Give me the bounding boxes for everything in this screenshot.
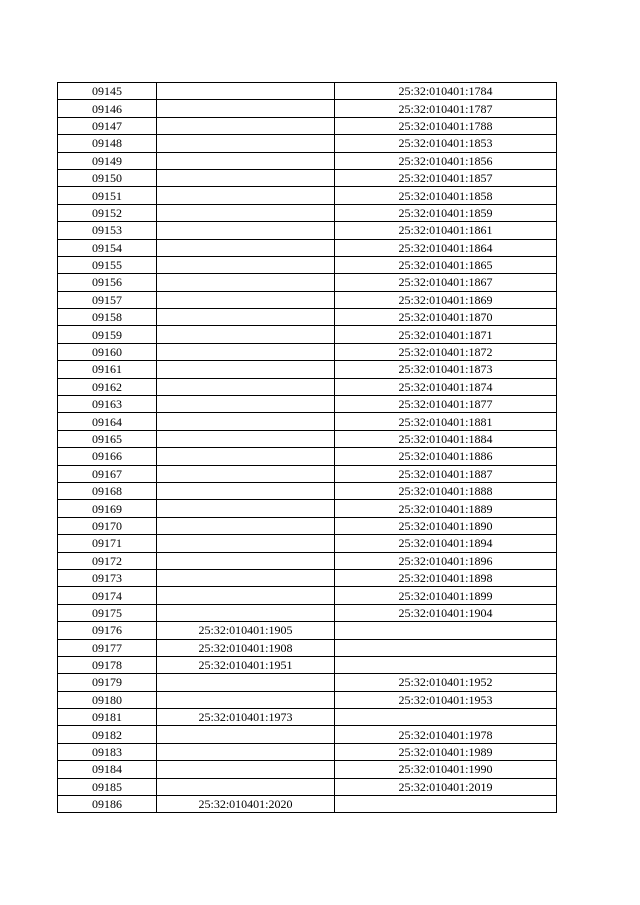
table-row — [58, 726, 557, 743]
row-number-cell: 09162 — [58, 378, 157, 395]
row-number-cell: 09147 — [58, 117, 157, 134]
cadastral-number-cell-a — [157, 500, 335, 517]
table-row — [58, 430, 557, 447]
cadastral-number-cell-b: 25:32:010401:1952 — [335, 674, 557, 691]
table-row — [58, 500, 557, 517]
cadastral-number-cell-b: 25:32:010401:1861 — [335, 222, 557, 239]
table-row — [58, 587, 557, 604]
row-number-cell: 09166 — [58, 448, 157, 465]
table-row — [58, 291, 557, 308]
row-number-cell: 09146 — [58, 100, 157, 117]
cadastral-number-cell-a — [157, 761, 335, 778]
table-row — [58, 465, 557, 482]
cadastral-number-cell-a — [157, 465, 335, 482]
cadastral-number-cell-b — [335, 709, 557, 726]
cadastral-number-cell-b: 25:32:010401:1864 — [335, 239, 557, 256]
table-row — [58, 222, 557, 239]
row-number-cell: 09157 — [58, 291, 157, 308]
row-number-cell: 09151 — [58, 187, 157, 204]
cadastral-number-cell-b: 25:32:010401:1989 — [335, 743, 557, 760]
row-number-cell: 09155 — [58, 256, 157, 273]
table-row — [58, 448, 557, 465]
cadastral-number-cell-a: 25:32:010401:2020 — [157, 796, 335, 813]
row-number-cell: 09181 — [58, 709, 157, 726]
cadastral-number-cell-b: 25:32:010401:1873 — [335, 361, 557, 378]
cadastral-number-cell-a — [157, 361, 335, 378]
cadastral-number-cell-b: 25:32:010401:1953 — [335, 691, 557, 708]
row-number-cell: 09183 — [58, 743, 157, 760]
cadastral-number-cell-a — [157, 743, 335, 760]
table-row — [58, 761, 557, 778]
cadastral-number-cell-b: 25:32:010401:1872 — [335, 343, 557, 360]
cadastral-number-cell-b: 25:32:010401:1899 — [335, 587, 557, 604]
table-row — [58, 239, 557, 256]
row-number-cell: 09154 — [58, 239, 157, 256]
cadastral-number-cell-a — [157, 569, 335, 586]
row-number-cell: 09156 — [58, 274, 157, 291]
table-row — [58, 413, 557, 430]
cadastral-number-cell-b: 25:32:010401:1867 — [335, 274, 557, 291]
cadastral-number-cell-a: 25:32:010401:1951 — [157, 656, 335, 673]
table-row — [58, 378, 557, 395]
row-number-cell: 09186 — [58, 796, 157, 813]
cadastral-number-cell-b — [335, 639, 557, 656]
cadastral-number-cell-b: 25:32:010401:1889 — [335, 500, 557, 517]
table-row — [58, 152, 557, 169]
cadastral-number-cell-a — [157, 343, 335, 360]
row-number-cell: 09175 — [58, 604, 157, 621]
table-row — [58, 778, 557, 795]
cadastral-number-cell-a — [157, 378, 335, 395]
row-number-cell: 09176 — [58, 622, 157, 639]
cadastral-number-cell-a — [157, 448, 335, 465]
row-number-cell: 09148 — [58, 135, 157, 152]
row-number-cell: 09149 — [58, 152, 157, 169]
row-number-cell: 09177 — [58, 639, 157, 656]
cadastral-number-cell-b: 25:32:010401:1886 — [335, 448, 557, 465]
cadastral-number-cell-b: 25:32:010401:1874 — [335, 378, 557, 395]
cadastral-number-cell-a — [157, 152, 335, 169]
row-number-cell: 09174 — [58, 587, 157, 604]
row-number-cell: 09160 — [58, 343, 157, 360]
cadastral-number-cell-a — [157, 169, 335, 186]
row-number-cell: 09179 — [58, 674, 157, 691]
table-row — [58, 709, 557, 726]
table-row — [58, 117, 557, 134]
table-row — [58, 482, 557, 499]
table-row — [58, 691, 557, 708]
cadastral-number-cell-b: 25:32:010401:1784 — [335, 83, 557, 100]
table-row — [58, 743, 557, 760]
cadastral-number-cell-b: 25:32:010401:1898 — [335, 569, 557, 586]
row-number-cell: 09150 — [58, 169, 157, 186]
table-row — [58, 361, 557, 378]
table-row — [58, 204, 557, 221]
row-number-cell: 09169 — [58, 500, 157, 517]
cadastral-number-cell-b: 25:32:010401:1857 — [335, 169, 557, 186]
cadastral-number-cell-b: 25:32:010401:1884 — [335, 430, 557, 447]
cadastral-number-cell-a — [157, 587, 335, 604]
table-row — [58, 552, 557, 569]
cadastral-number-cell-b: 25:32:010401:1870 — [335, 309, 557, 326]
cadastral-number-cell-b: 25:32:010401:1859 — [335, 204, 557, 221]
cadastral-number-cell-a — [157, 517, 335, 534]
cadastral-number-cell-b: 25:32:010401:1865 — [335, 256, 557, 273]
table-row — [58, 396, 557, 413]
cadastral-number-cell-a — [157, 239, 335, 256]
row-number-cell: 09171 — [58, 535, 157, 552]
row-number-cell: 09167 — [58, 465, 157, 482]
cadastral-number-cell-b: 25:32:010401:1888 — [335, 482, 557, 499]
cadastral-number-cell-a — [157, 222, 335, 239]
registry-table — [57, 82, 557, 813]
cadastral-number-cell-b: 25:32:010401:1853 — [335, 135, 557, 152]
table-row — [58, 639, 557, 656]
cadastral-number-cell-a — [157, 100, 335, 117]
row-number-cell: 09184 — [58, 761, 157, 778]
cadastral-number-cell-a — [157, 482, 335, 499]
cadastral-number-cell-b: 25:32:010401:1890 — [335, 517, 557, 534]
cadastral-number-cell-a: 25:32:010401:1908 — [157, 639, 335, 656]
cadastral-number-cell-b: 25:32:010401:1896 — [335, 552, 557, 569]
table-row — [58, 343, 557, 360]
cadastral-number-cell-a — [157, 291, 335, 308]
cadastral-number-cell-a — [157, 309, 335, 326]
table-row — [58, 569, 557, 586]
table-row — [58, 83, 557, 100]
cadastral-number-cell-b: 25:32:010401:1881 — [335, 413, 557, 430]
cadastral-number-cell-a — [157, 778, 335, 795]
cadastral-number-cell-a — [157, 274, 335, 291]
table-row — [58, 135, 557, 152]
table-row — [58, 796, 557, 813]
row-number-cell: 09165 — [58, 430, 157, 447]
row-number-cell: 09161 — [58, 361, 157, 378]
cadastral-number-cell-b: 25:32:010401:1858 — [335, 187, 557, 204]
row-number-cell: 09163 — [58, 396, 157, 413]
row-number-cell: 09182 — [58, 726, 157, 743]
cadastral-number-cell-b: 25:32:010401:1871 — [335, 326, 557, 343]
table-row — [58, 326, 557, 343]
row-number-cell: 09153 — [58, 222, 157, 239]
row-number-cell: 09185 — [58, 778, 157, 795]
cadastral-number-cell-a — [157, 117, 335, 134]
cadastral-number-cell-b — [335, 656, 557, 673]
cadastral-number-cell-b: 25:32:010401:1869 — [335, 291, 557, 308]
table-row — [58, 187, 557, 204]
row-number-cell: 09173 — [58, 569, 157, 586]
row-number-cell: 09159 — [58, 326, 157, 343]
cadastral-number-cell-b — [335, 622, 557, 639]
cadastral-number-cell-a — [157, 256, 335, 273]
cadastral-number-cell-b: 25:32:010401:1787 — [335, 100, 557, 117]
cadastral-number-cell-b: 25:32:010401:1978 — [335, 726, 557, 743]
cadastral-number-cell-a — [157, 396, 335, 413]
table-row — [58, 517, 557, 534]
cadastral-number-cell-b: 25:32:010401:1904 — [335, 604, 557, 621]
row-number-cell: 09180 — [58, 691, 157, 708]
cadastral-number-cell-b: 25:32:010401:1990 — [335, 761, 557, 778]
cadastral-number-cell-a: 25:32:010401:1905 — [157, 622, 335, 639]
row-number-cell: 09158 — [58, 309, 157, 326]
cadastral-number-cell-a — [157, 204, 335, 221]
table-row — [58, 274, 557, 291]
row-number-cell: 09152 — [58, 204, 157, 221]
cadastral-number-cell-b: 25:32:010401:2019 — [335, 778, 557, 795]
table-row — [58, 256, 557, 273]
cadastral-number-cell-b: 25:32:010401:1877 — [335, 396, 557, 413]
cadastral-number-cell-a — [157, 552, 335, 569]
cadastral-number-cell-b: 25:32:010401:1894 — [335, 535, 557, 552]
cadastral-number-cell-a — [157, 326, 335, 343]
table-row — [58, 535, 557, 552]
table-row — [58, 100, 557, 117]
cadastral-number-cell-b: 25:32:010401:1887 — [335, 465, 557, 482]
row-number-cell: 09168 — [58, 482, 157, 499]
row-number-cell: 09172 — [58, 552, 157, 569]
cadastral-number-cell-a — [157, 535, 335, 552]
cadastral-number-cell-a — [157, 691, 335, 708]
table-row — [58, 656, 557, 673]
cadastral-number-cell-a — [157, 135, 335, 152]
cadastral-number-cell-a — [157, 726, 335, 743]
cadastral-number-cell-a — [157, 413, 335, 430]
cadastral-number-cell-b: 25:32:010401:1856 — [335, 152, 557, 169]
registry-table-body — [58, 83, 557, 813]
table-row — [58, 309, 557, 326]
table-row — [58, 604, 557, 621]
cadastral-number-cell-b: 25:32:010401:1788 — [335, 117, 557, 134]
cadastral-number-cell-a — [157, 187, 335, 204]
table-row — [58, 169, 557, 186]
row-number-cell: 09170 — [58, 517, 157, 534]
cadastral-number-cell-b — [335, 796, 557, 813]
row-number-cell: 09178 — [58, 656, 157, 673]
table-row — [58, 622, 557, 639]
row-number-cell: 09145 — [58, 83, 157, 100]
cadastral-number-cell-a — [157, 604, 335, 621]
cadastral-number-cell-a — [157, 430, 335, 447]
cadastral-number-cell-a — [157, 83, 335, 100]
cadastral-number-cell-a: 25:32:010401:1973 — [157, 709, 335, 726]
table-row — [58, 674, 557, 691]
row-number-cell: 09164 — [58, 413, 157, 430]
cadastral-number-cell-a — [157, 674, 335, 691]
